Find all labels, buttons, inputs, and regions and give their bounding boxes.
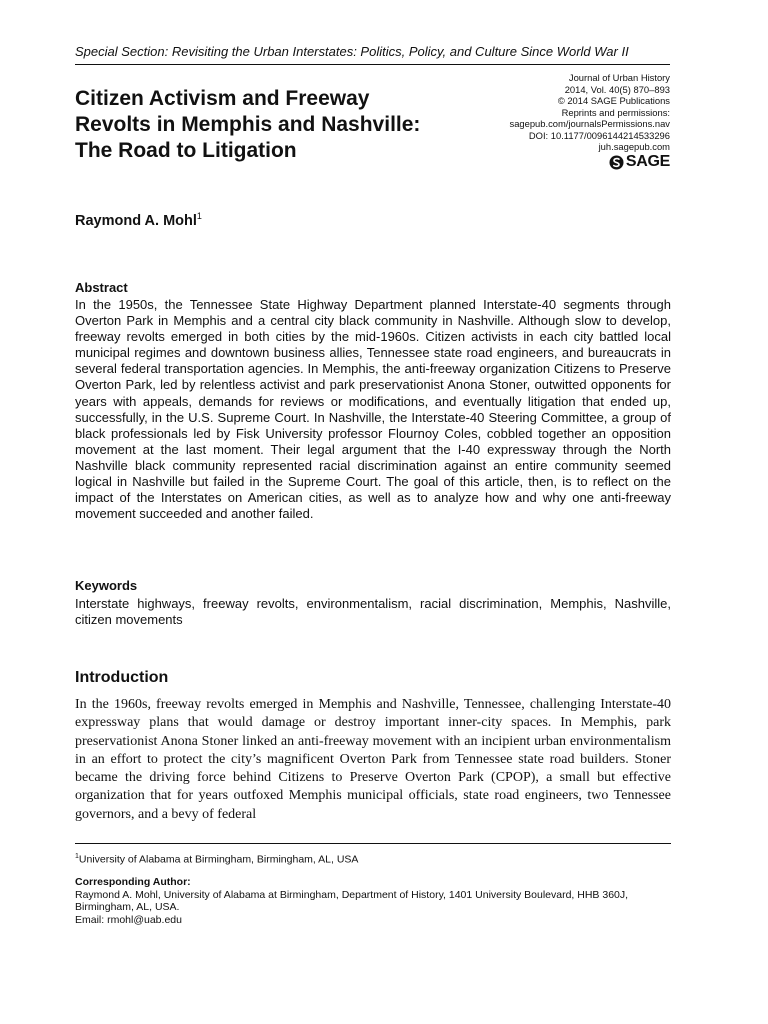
corresponding-author-text: Raymond A. Mohl, University of Alabama at Birmingham, Department of History, 1401 University Boulevard, HHB 360J, Birmingham, AL, USA.	[75, 888, 629, 914]
title-line: The Road to Litigation	[75, 139, 297, 162]
copyright-line: © 2014 SAGE Publications	[557, 95, 670, 106]
sage-logo-text: SAGE	[625, 153, 670, 171]
footnote-marker: 1	[75, 853, 79, 860]
abstract-heading: Abstract	[75, 280, 128, 295]
affiliation-text: University of Alabama at Birmingham, Birmingham, AL, USA	[78, 853, 359, 866]
journal-site-link[interactable]: juh.sagepub.com	[598, 141, 670, 152]
reprints-line: Reprints and permissions:	[561, 106, 670, 118]
author-email[interactable]: Email: rmohl@uab.edu	[75, 913, 182, 926]
title-line: Revolts in Memphis and Nashville:	[75, 113, 421, 136]
keywords-heading: Keywords	[75, 578, 138, 593]
sage-emblem-icon	[609, 155, 624, 170]
author-affiliation-marker: 1	[196, 211, 202, 221]
special-section-header: Special Section: Revisiting the Urban Interstates: Politics, Policy, and Culture Since World War II	[75, 44, 670, 65]
introduction-text: In the 1960s, freeway revolts emerged in Memphis and Nashville, Tennessee, challenging Interstate-40 expressway plans that would damage or destroy important inner-city spaces. In Memphis, park preservationist Anona Stoner linked an anti-freeway movement with an incipient urban environmentalism in an effort to protect the city’s magnificent Overton Park from Tennessee state road builders. Stoner became the driving force behind Citizens to Preserve Overton Park (CPOP), a small but effective organization that for years outfoxed Memphis municipal officials, state road engineers, two Tennessee governors, and a bevy of federal	[75, 697, 671, 822]
journal-metadata	[450, 72, 670, 172]
article-title	[75, 86, 495, 164]
keywords-text: Interstate highways, freeway revolts, environmentalism, racial discrimination, Memphis, Nashville, citizen movements	[75, 596, 671, 627]
title-line: Citizen Activism and Freeway	[75, 87, 370, 110]
doi-link[interactable]: DOI: 10.1177/0096144214533296	[528, 129, 670, 141]
journal-volume: 2014, Vol. 40(5) 870–893	[564, 83, 670, 95]
sage-logo	[609, 155, 670, 170]
abstract-text: In the 1950s, the Tennessee State Highway Department planned Interstate-40 segments through Overton Park in Memphis and a central city black community in Nashville. Although slow to develop, freeway revolts emerged in both cities by the mid-1960s. Citizen activists in each city battled local municipal regimes and downtown business allies, Tennessee state road engineers, and bureaucrats in several federal transportation agencies. In Memphis, the anti-freeway organization Citizens to Preserve Overton Park, led by relentless activist and park preservationist Anona Stoner, outwitted opponents for years with appeals, demands for reviews or modifications, and eventually litigation that ended up, successfully, in the U.S. Supreme Court. In Nashville, the Interstate-40 Steering Committee, a group of black professionals led by Fisk University professor Flournoy Coles, cobbled together an opposition movement at the last moment. Their legal argument that the I-40 expressway through the North Nashville black community represented racial discrimination against an entire community seemed logical in Nashville but failed in the Supreme Court. The goal of this article, then, is to reflect on the impact of the Interstates on American cities, as well as to analyze how and why one anti-freeway movement succeeded and another failed.	[75, 297, 671, 522]
footnotes	[75, 851, 671, 926]
author-name: Raymond A. Mohl	[75, 212, 197, 229]
footnote-divider	[75, 843, 671, 844]
permissions-link[interactable]: sagepub.com/journalsPermissions.nav	[509, 118, 670, 129]
author-line	[75, 211, 202, 229]
affiliation-footnote	[75, 851, 671, 866]
journal-name: Journal of Urban History	[568, 72, 670, 83]
corresponding-author-heading: Corresponding Author:	[75, 876, 191, 889]
introduction-heading: Introduction	[75, 669, 169, 686]
